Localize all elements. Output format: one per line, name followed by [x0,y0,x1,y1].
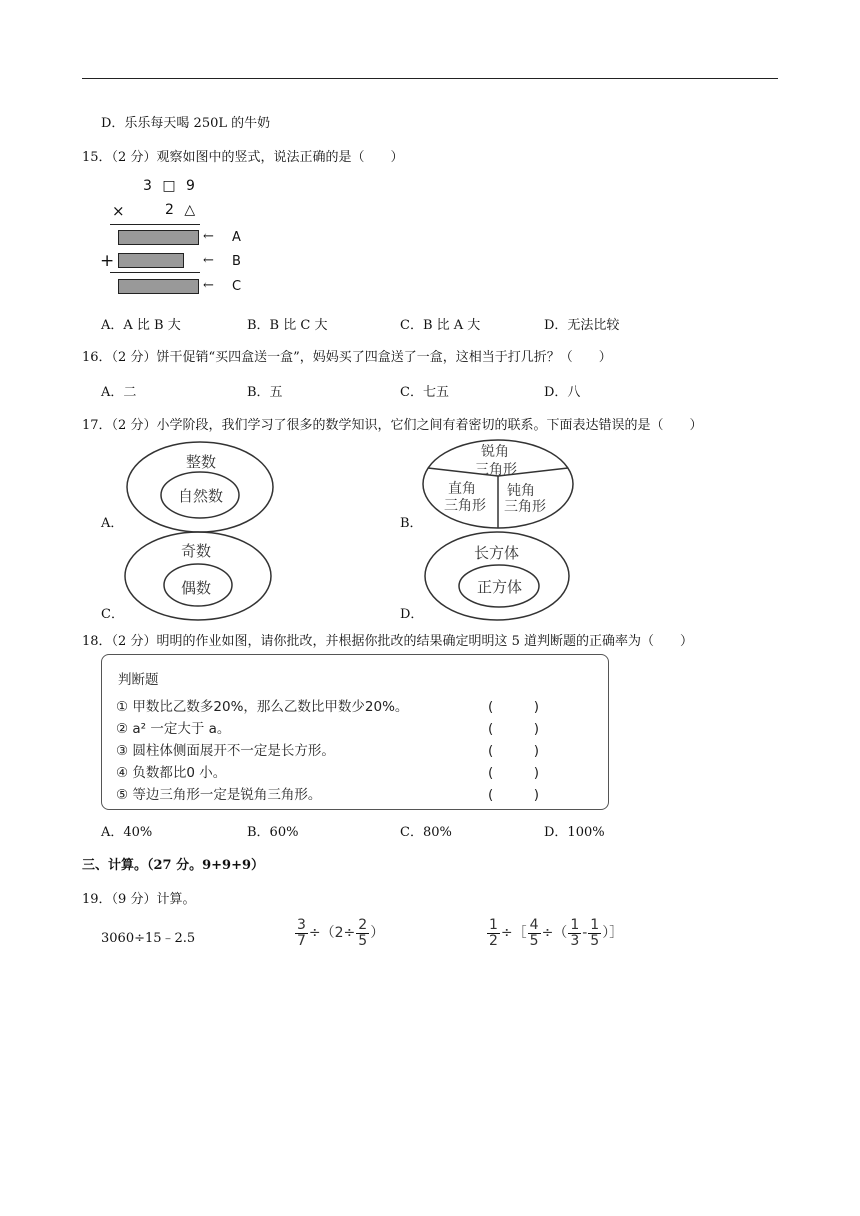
q15-row1: 3 □ 9 [143,178,198,194]
q18-paren-5: ( ) [488,787,540,803]
q17-option-d-label: D． [400,607,424,622]
q18-item-3: ③ 圆柱体侧面展开不一定是长方形。 [116,743,335,759]
fraction: $\frac{2}{5}$ [358,917,368,949]
q15-times-sign: × [112,202,125,220]
q19-stem: 19．（9 分）计算。 [82,892,196,907]
q18-item-4: ④ 负数都比0 小。 [116,765,227,781]
q18-paren-1: ( ) [488,699,540,715]
q18-paren-3: ( ) [488,743,540,759]
q17-b-right-1: 钝角 [507,483,535,499]
q15-stem: 15．（2 分）观察如图中的竖式，说法正确的是（ ） [82,150,404,165]
q15-arrow-c: ← [203,278,214,293]
q16-option-b: B．五 [247,385,283,400]
q17-b-top-2: 三角形 [475,462,517,478]
q17-option-b-label: B． [400,516,423,531]
q18-option-b: B．60% [247,825,299,840]
q17-option-c-label: C． [101,607,124,622]
q17-d-inner-label: 正方体 [477,578,523,596]
q15-arrow-a: ← [203,229,214,244]
q18-paren-4: ( ) [488,765,540,781]
q18-option-d: D．100% [544,825,605,840]
q18-option-a: A．40% [101,825,153,840]
q18-paren-2: ( ) [488,721,540,737]
q19-expression-2: $\frac{3}{7}$ ÷（2÷ $\frac{2}{5}$ ） [297,917,385,949]
q16-stem: 16．（2 分）饼干促销“买四盒送一盒”，妈妈买了四盒送了一盒，这相当于打几折？（ ） [82,350,612,365]
q19-expression-3: $\frac{1}{2}$ ÷［ $\frac{4}{5}$ ÷（ $\frac{1}{3}$ - $\frac{1}{5}$ ）］ [489,917,624,949]
fraction: $\frac{1}{2}$ [489,917,498,949]
q15-option-b: B．B 比 C 大 [247,318,328,333]
q17-stem: 17．（2 分）小学阶段，我们学习了很多的数学知识，它们之间有着密切的联系。下面表达错误的是（ ） [82,418,703,433]
fraction: $\frac{1}{5}$ [590,917,600,949]
q16-option-d: D．八 [544,385,581,400]
q15-option-c: C．B 比 A 大 [400,318,481,333]
q15-plus-sign: + [100,251,115,271]
q18-option-c: C．80% [400,825,452,840]
q15-option-a: A．A 比 B 大 [101,318,181,333]
q15-label-a: A [232,230,241,245]
q15-label-b: B [232,254,241,269]
q18-homework-box [101,654,609,810]
q17-b-top-1: 锐角 [481,444,509,460]
q16-option-c: C．七五 [400,385,449,400]
q17-c-inner-label: 偶数 [181,579,212,597]
q15-option-d: D．无法比较 [544,318,620,333]
q18-item-5: ⑤ 等边三角形一定是锐角三角形。 [116,787,322,803]
q18-item-1: ① 甲数比乙数多20%，那么乙数比甲数少20%。 [116,699,409,715]
q17-d-outer-label: 长方体 [474,544,520,562]
q17-b-right-2: 三角形 [504,499,546,515]
q15-bar-a [118,230,199,245]
header-rule [82,78,778,79]
q17-b-left-2: 三角形 [444,498,486,514]
q17-a-inner-label: 自然数 [178,487,224,505]
q16-option-a: A．二 [101,385,137,400]
q18-box-title: 判断题 [118,672,159,688]
q18-item-2: ② a² 一定大于 a。 [116,721,231,737]
fraction: $\frac{4}{5}$ [529,917,539,949]
q15-row2: 2 △ [165,202,199,218]
fraction: $\frac{1}{3}$ [570,917,580,949]
q18-stem: 18．（2 分）明明的作业如图，请你批改，并根据你批改的结果确定明明这 5 道判断题的正确率为（ ） [82,634,693,649]
section-3-title: 三、计算。（27 分。9+9+9） [82,858,265,873]
q15-bar-c [118,279,199,294]
q15-arrow-b: ← [203,253,214,268]
q14-option-d: D．乐乐每天喝 250L 的牛奶 [101,116,271,131]
q15-label-c: C [232,279,242,294]
q17-a-outer-label: 整数 [186,453,217,471]
q17-c-outer-label: 奇数 [181,542,212,560]
q15-bar-b [118,253,184,268]
fraction: $\frac{3}{7}$ [297,917,306,949]
q15-line-2 [110,272,200,273]
q17-b-left-1: 直角 [448,481,476,497]
q17-option-a-label: A． [101,516,124,531]
q15-line-1 [110,224,200,225]
q19-expression-1: 3060÷15﹣2.5 [101,931,196,946]
